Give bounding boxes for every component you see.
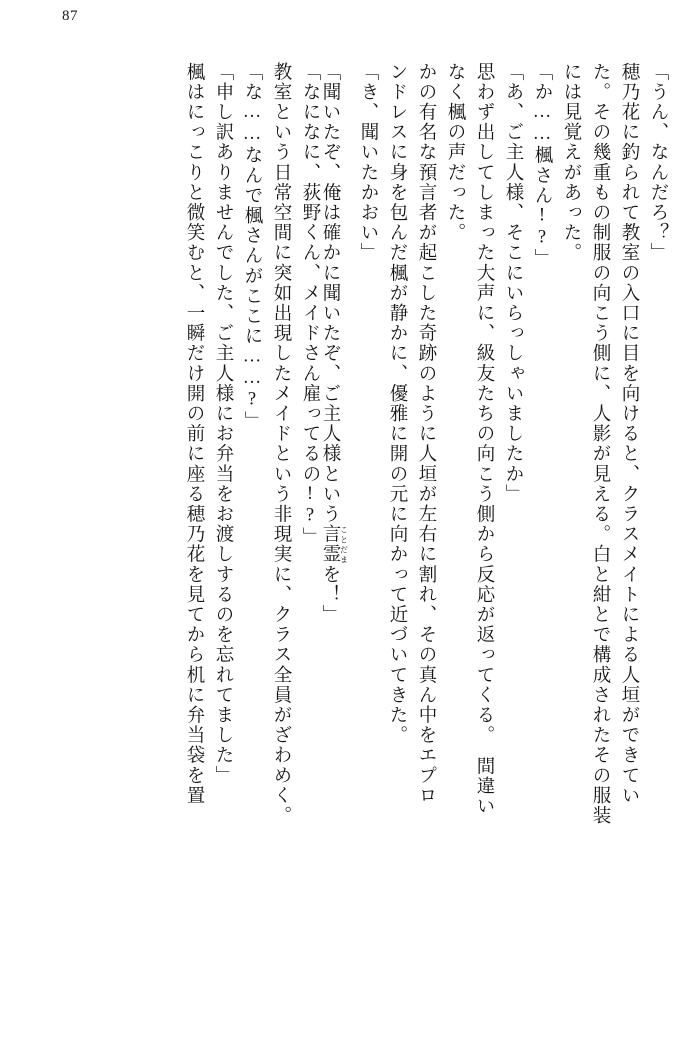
text-column: 「か……楓さん!?」 (532, 62, 552, 269)
text-column: 「なになに、荻野くん、メイドさん雇ってるの!?」 (300, 62, 320, 548)
text-column: なく楓の声だった。 (445, 62, 465, 243)
text-column: 「き、聞いたかおい」 (358, 62, 378, 263)
text-column: 思わず出してしまった大声に、級友たちの向こう側から反応が返ってくる。 間違い (474, 62, 494, 817)
text-column: 「うん、なんだろ？」 (648, 62, 668, 263)
text-column: 「な……なんで楓さんがここに……?」 (242, 62, 262, 432)
text-column: 「あ、ご主人様、そこにいらっしゃいましたか」 (503, 62, 523, 505)
text-column: 楓はにっこりと微笑むと、一瞬だけ開の前に座る穂乃花を見てから机に弁当袋を置 (184, 62, 204, 806)
text-column: 穂乃花に釣られて教室の入口に目を向けると、クラスメイトによる人垣ができてい (619, 62, 639, 806)
text-column: 教室という日常空間に突如出現したメイドという非現実に、クラス全員がざわめく。 (271, 62, 291, 826)
text-column: かの有名な預言者が起こした奇跡のように人垣が左右に割れ、その真ん中をエプロ (416, 62, 436, 806)
text-column: には見覚えがあった。 (561, 62, 581, 263)
page-number: 87 (62, 8, 78, 24)
vertical-text-body (24, 62, 667, 992)
text-column: ンドレスに身を包んだ楓が静かに、優雅に開の元に向かって近づいてきた。 (387, 62, 407, 746)
ruby-annotation: 言霊 ことだま (320, 524, 349, 565)
text-column-with-ruby: 「聞いたぞ、俺は確かに聞いたぞ、ご主人様という言霊 ことだまを！」 (320, 62, 349, 625)
text-column: た。その幾重もの制服の向こう側に、人影が見える。白と紺とで構成されたその服装 (590, 62, 610, 826)
text-column: 「申し訳ありませんでした、ご主人様にお弁当をお渡しするのを忘れてました」 (213, 62, 233, 786)
